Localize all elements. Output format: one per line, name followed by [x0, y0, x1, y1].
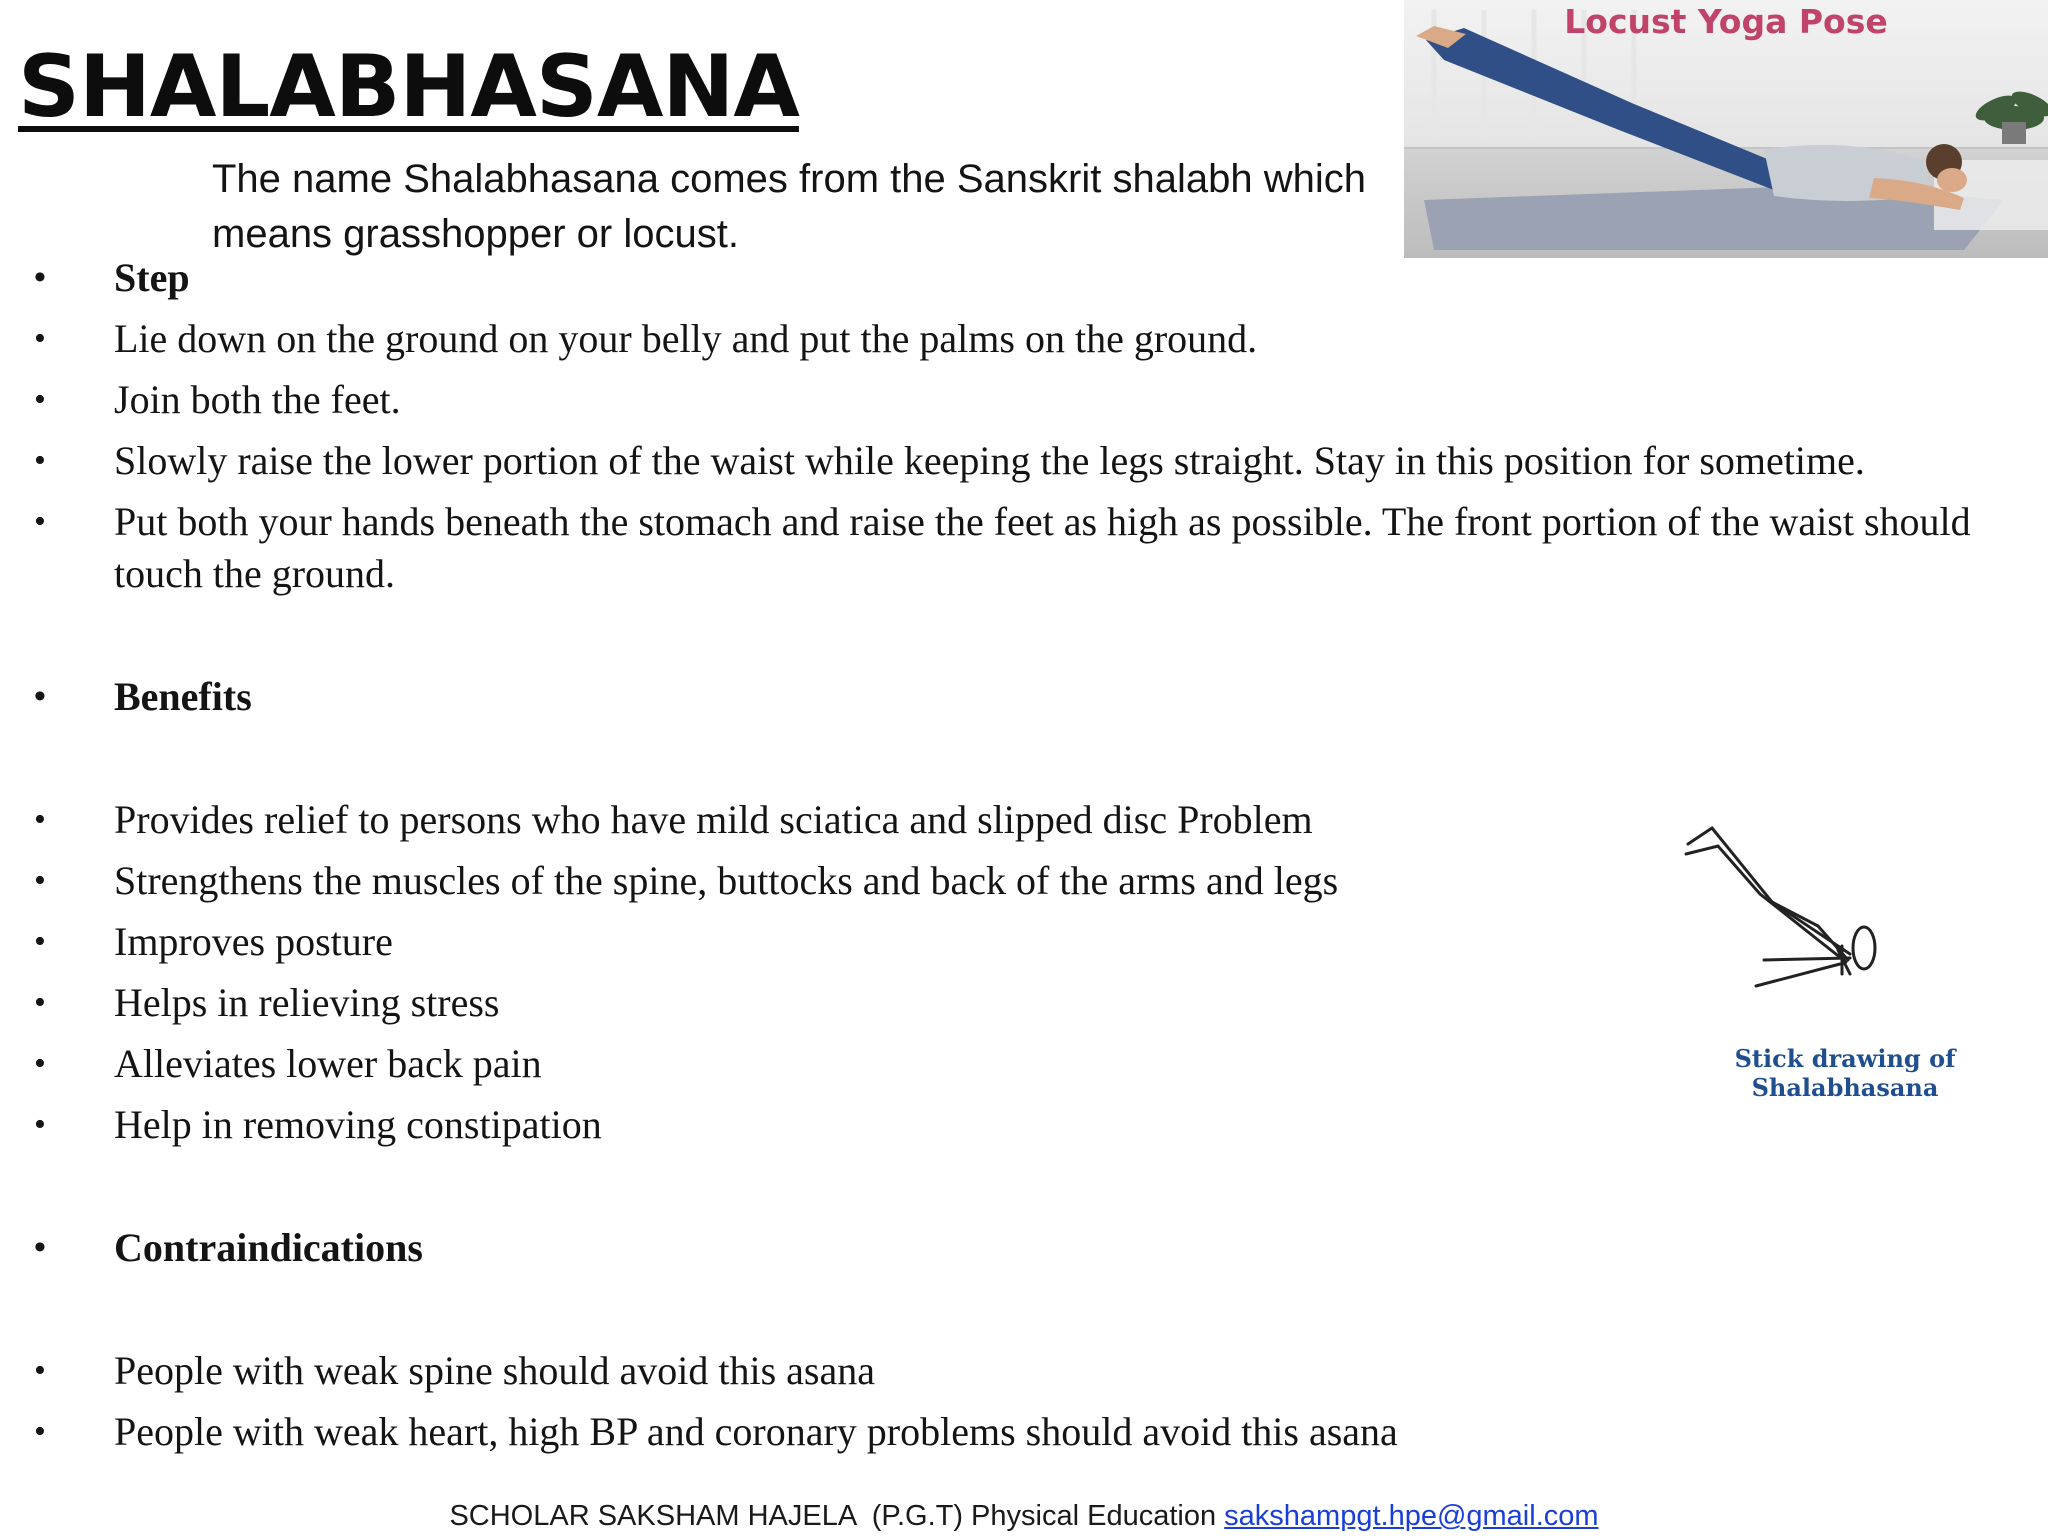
- list-item: • Slowly raise the lower portion of the waist while keeping the legs straight. Stay in this position for sometime.: [0, 435, 2048, 487]
- page-title: SHALABHASANA: [18, 37, 799, 137]
- intro-text: The name Shalabhasana comes from the Sanskrit shalabh which means grasshopper or locust.: [212, 157, 1366, 256]
- list-item: • People with weak spine should avoid this asana: [0, 1345, 2048, 1397]
- list-item: • Provides relief to persons who have mild sciatica and slipped disc Problem: [0, 794, 2048, 846]
- stick-drawing: [1660, 814, 2020, 1014]
- list-item: • Lie down on the ground on your belly and put the palms on the ground.: [0, 313, 2048, 365]
- photo-caption: Locust Yoga Pose: [1564, 2, 1888, 41]
- footer-credit: SCHOLAR SAKSHAM HAJELA (P.G.T) Physical Education: [449, 1500, 1225, 1532]
- stick-drawing-caption: Stick drawing of Shalabhasana: [1734, 1044, 1956, 1102]
- section-heading-benefits: • Benefits: [0, 671, 2048, 723]
- list-item: • Help in removing constipation: [0, 1099, 2048, 1151]
- locust-pose-photo: [1404, 0, 2048, 258]
- footer: [0, 1500, 2048, 1533]
- list-item: • People with weak heart, high BP and coronary problems should avoid this asana: [0, 1406, 2048, 1458]
- list-item: • Put both your hands beneath the stomach and raise the feet as high as possible. The front portion of the waist should touch the ground.: [0, 496, 2048, 600]
- email-link[interactable]: sakshampgt.hpe@gmail.com: [1224, 1500, 1599, 1532]
- list-item: • Strengthens the muscles of the spine, buttocks and back of the arms and legs: [0, 855, 2048, 907]
- list-item: • Alleviates lower back pain: [0, 1038, 2048, 1090]
- section-heading-step: • Step: [0, 252, 2048, 304]
- list-item: • Join both the feet.: [0, 374, 2048, 426]
- section-heading-contraindications: • Contraindications: [0, 1222, 2048, 1274]
- list-item: • Helps in relieving stress: [0, 977, 2048, 1029]
- list-item: • Improves posture: [0, 916, 2048, 968]
